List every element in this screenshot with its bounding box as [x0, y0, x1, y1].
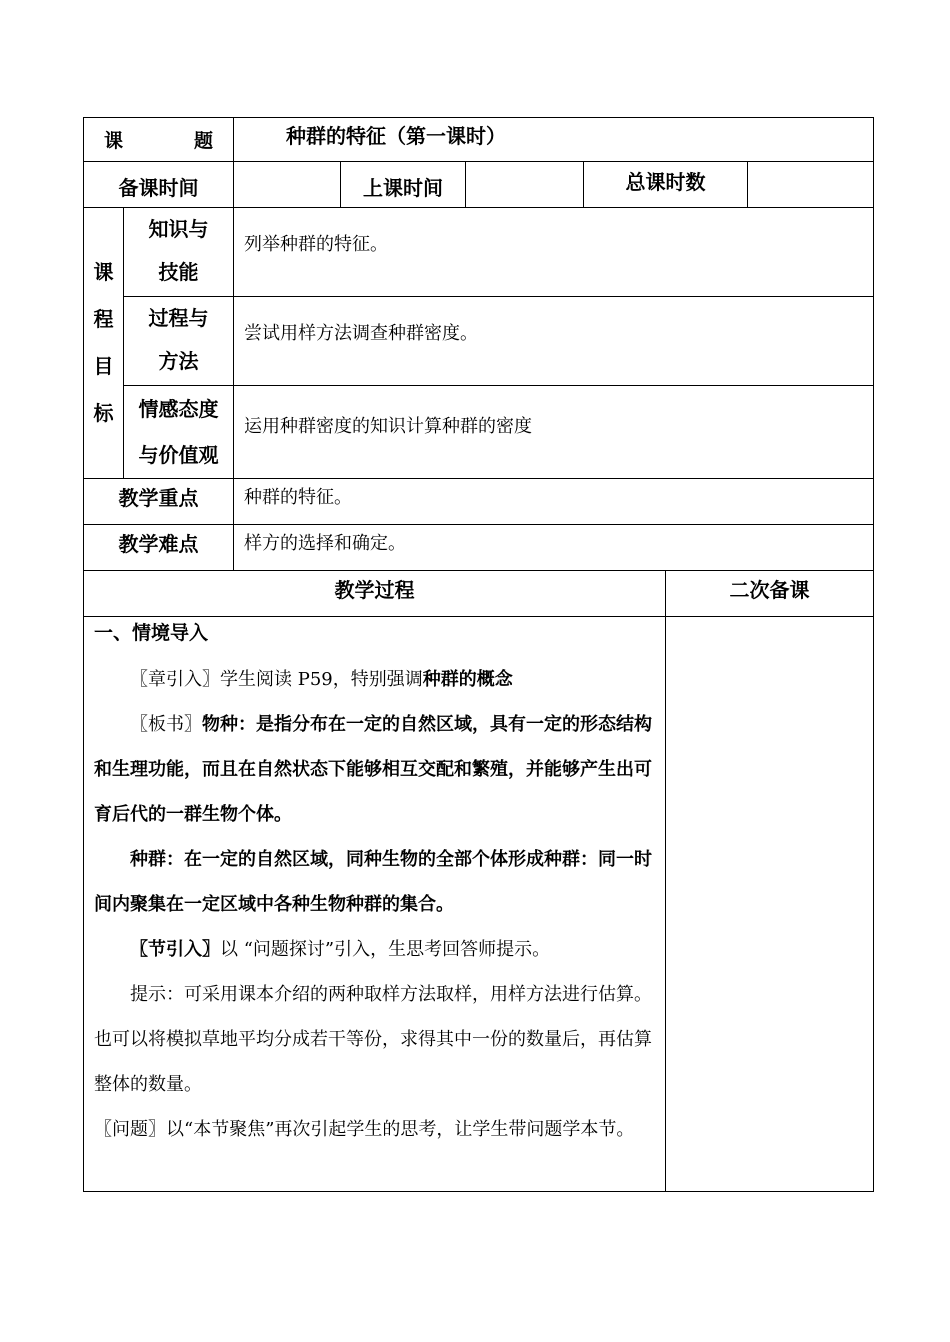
- objective-label-line: 与价值观: [138, 443, 219, 467]
- difficulty-content-cell: [234, 525, 874, 571]
- objective-content: 运用种群密度的知识计算种群的密度: [244, 416, 532, 437]
- section-title: 一、情境导入: [94, 622, 209, 644]
- secondary-header-cell: [666, 571, 874, 617]
- topic-value-cell: [234, 118, 874, 162]
- process-header: 教学过程: [334, 578, 415, 602]
- total-hours-label: 总课时数: [625, 170, 706, 194]
- difficulty-row: [84, 525, 874, 571]
- objectives-char: 目: [93, 354, 114, 378]
- chapter-intro: [94, 657, 655, 702]
- objectives-char: 课: [93, 260, 114, 284]
- key-point-row: [84, 479, 874, 525]
- key-point-label: 教学重点: [118, 486, 199, 510]
- key-point-label-cell: [84, 479, 234, 525]
- process-content-cell: [84, 617, 666, 1192]
- secondary-prep-cell[interactable]: [666, 617, 874, 1192]
- section-intro-tag: 〖节引入〗: [130, 939, 220, 960]
- total-hours-label-cell: [584, 162, 748, 208]
- objective-row: [84, 208, 874, 297]
- objective-label-line: 技能: [158, 260, 199, 284]
- objective-label-line: 知识与: [148, 217, 209, 241]
- key-point-content-cell: [234, 479, 874, 525]
- objective-row: [84, 297, 874, 386]
- objective-label-line: 情感态度: [138, 397, 219, 421]
- total-hours-value[interactable]: [748, 162, 874, 208]
- species-definition: 物种：是指分布在一定的自然区域，具有一定的形态结构和生理功能，而且在自然状态下能够相互交配和繁殖，并能够产生出可育后代的一群生物个体。: [94, 714, 652, 825]
- difficulty-label: 教学难点: [118, 532, 199, 556]
- key-point-content: 种群的特征。: [244, 487, 352, 508]
- objective-content: 尝试用样方法调查种群密度。: [244, 323, 478, 344]
- process-header-cell: [84, 571, 666, 617]
- topic-row: [84, 118, 874, 162]
- objective-label-line: 方法: [158, 349, 199, 373]
- objective-content-cell: [234, 297, 874, 386]
- difficulty-label-cell: [84, 525, 234, 571]
- class-time-label: 上课时间: [363, 176, 443, 200]
- objective-label-cell: [124, 386, 234, 479]
- objective-label-cell: [124, 208, 234, 297]
- topic-label-char-2: 题: [193, 130, 213, 152]
- objective-content-cell: [234, 386, 874, 479]
- chapter-intro-emphasis: 种群的概念: [422, 669, 513, 690]
- objective-content: 列举种群的特征。: [244, 234, 388, 255]
- prep-time-value[interactable]: [234, 162, 341, 208]
- process-header-row: [84, 571, 874, 617]
- chapter-intro-text: 〖章引入〗学生阅读 P59，特别强调: [130, 669, 423, 690]
- lesson-plan-table: [83, 117, 874, 1192]
- class-time-value[interactable]: [466, 162, 584, 208]
- time-row: [84, 162, 874, 208]
- process-body: [84, 617, 665, 1152]
- objectives-section-label: [84, 208, 124, 479]
- class-time-label-cell: [341, 162, 466, 208]
- objective-content-cell: [234, 208, 874, 297]
- section-intro-text: 以 “问题探讨”引入，生思考回答师提示。: [220, 939, 551, 960]
- objectives-char: 程: [93, 307, 114, 331]
- question-paragraph: 〖问题〗以“本节聚焦”再次引起学生的思考，让学生带问题学本节。: [94, 1119, 635, 1140]
- hint-paragraph: 提示：可采用课本介绍的两种取样方法取样，用样方法进行估算。也可以将模拟草地平均分成若干等份，求得其中一份的数量后，再估算整体的数量。: [94, 984, 652, 1095]
- prep-time-label-cell: [84, 162, 234, 208]
- board-writing-species: [94, 702, 655, 837]
- lesson-topic: 种群的特征（第一课时）: [286, 124, 506, 148]
- objective-row: [84, 386, 874, 479]
- secondary-prep-header: 二次备课: [729, 578, 810, 602]
- board-tag: 〖板书〗: [130, 714, 202, 735]
- process-content-row: [84, 617, 874, 1192]
- population-definition: 种群：在一定的自然区域，同种生物的全部个体形成种群：同一时间内聚集在一定区域中各种生物种群的集合。: [94, 849, 652, 915]
- section-intro: [94, 927, 655, 972]
- prep-time-label: 备课时间: [118, 176, 199, 200]
- topic-label-char-1: 课: [104, 130, 124, 152]
- objective-label-line: 过程与: [148, 306, 209, 330]
- objective-label-cell: [124, 297, 234, 386]
- objectives-char: 标: [93, 401, 114, 425]
- difficulty-content: 样方的选择和确定。: [244, 533, 406, 554]
- topic-label-cell: [84, 118, 234, 162]
